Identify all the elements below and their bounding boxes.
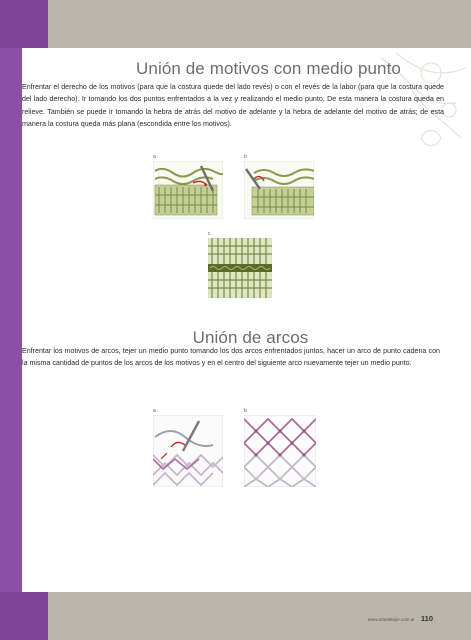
section-body-union-arcos: Enfrentar los motivos de arcos, tejer un medio punto tomando los dos arcos enfrentados juntos, hacer un arco de punto cadena con la misma cantidad de puntos de los arcos de los motivos y en el centro del siguiente arco nuevamente tejer un medio punto. (22, 347, 440, 368)
corner-block-top (0, 0, 48, 48)
page-content (22, 48, 471, 592)
figure-2b (244, 408, 316, 487)
crochet-joined-seam-illustration (208, 238, 272, 298)
page-footer (368, 614, 433, 623)
figure-1b (244, 154, 314, 219)
section-body-union-medio-punto: Enfrentar el derecho de los motivos (para que la costura quede del lado revés) o con el revés de la labor (para que la costura quede del lado derecho). Ir tomando los dos puntos enfrentados a la vez y realizando el medio punto. De esta manera la costura queda en relieve. También se puede ir tomando la hebra de atrás del motivo de adelante y la hebra de adelante del motivo de atrás; de esta manera la costura queda más plana (escondida entre los motivos). (22, 83, 444, 128)
figure-1a (153, 154, 223, 219)
crochet-joining-illustration (244, 161, 314, 219)
crochet-arches-joined-illustration (244, 415, 316, 487)
top-band (0, 0, 471, 48)
footer-url: www.artedetejer.com.ar (367, 617, 415, 622)
figure-label: c (208, 231, 211, 237)
section-title-union-medio-punto: Unión de motivos con medio punto (136, 59, 401, 78)
figure-label: b (244, 408, 247, 414)
figure-label: b (244, 154, 247, 160)
figure-1c (208, 231, 272, 298)
crochet-arch-joining-illustration (153, 415, 223, 487)
section-title-union-arcos: Unión de arcos (192, 328, 309, 347)
left-accent-bar (0, 0, 22, 640)
figure-label: a (153, 408, 156, 414)
crochet-joining-illustration (153, 161, 223, 219)
figure-2a (153, 408, 223, 487)
corner-block-bottom (0, 592, 48, 640)
page-number: 110 (420, 614, 433, 623)
figure-label: a (153, 154, 156, 160)
